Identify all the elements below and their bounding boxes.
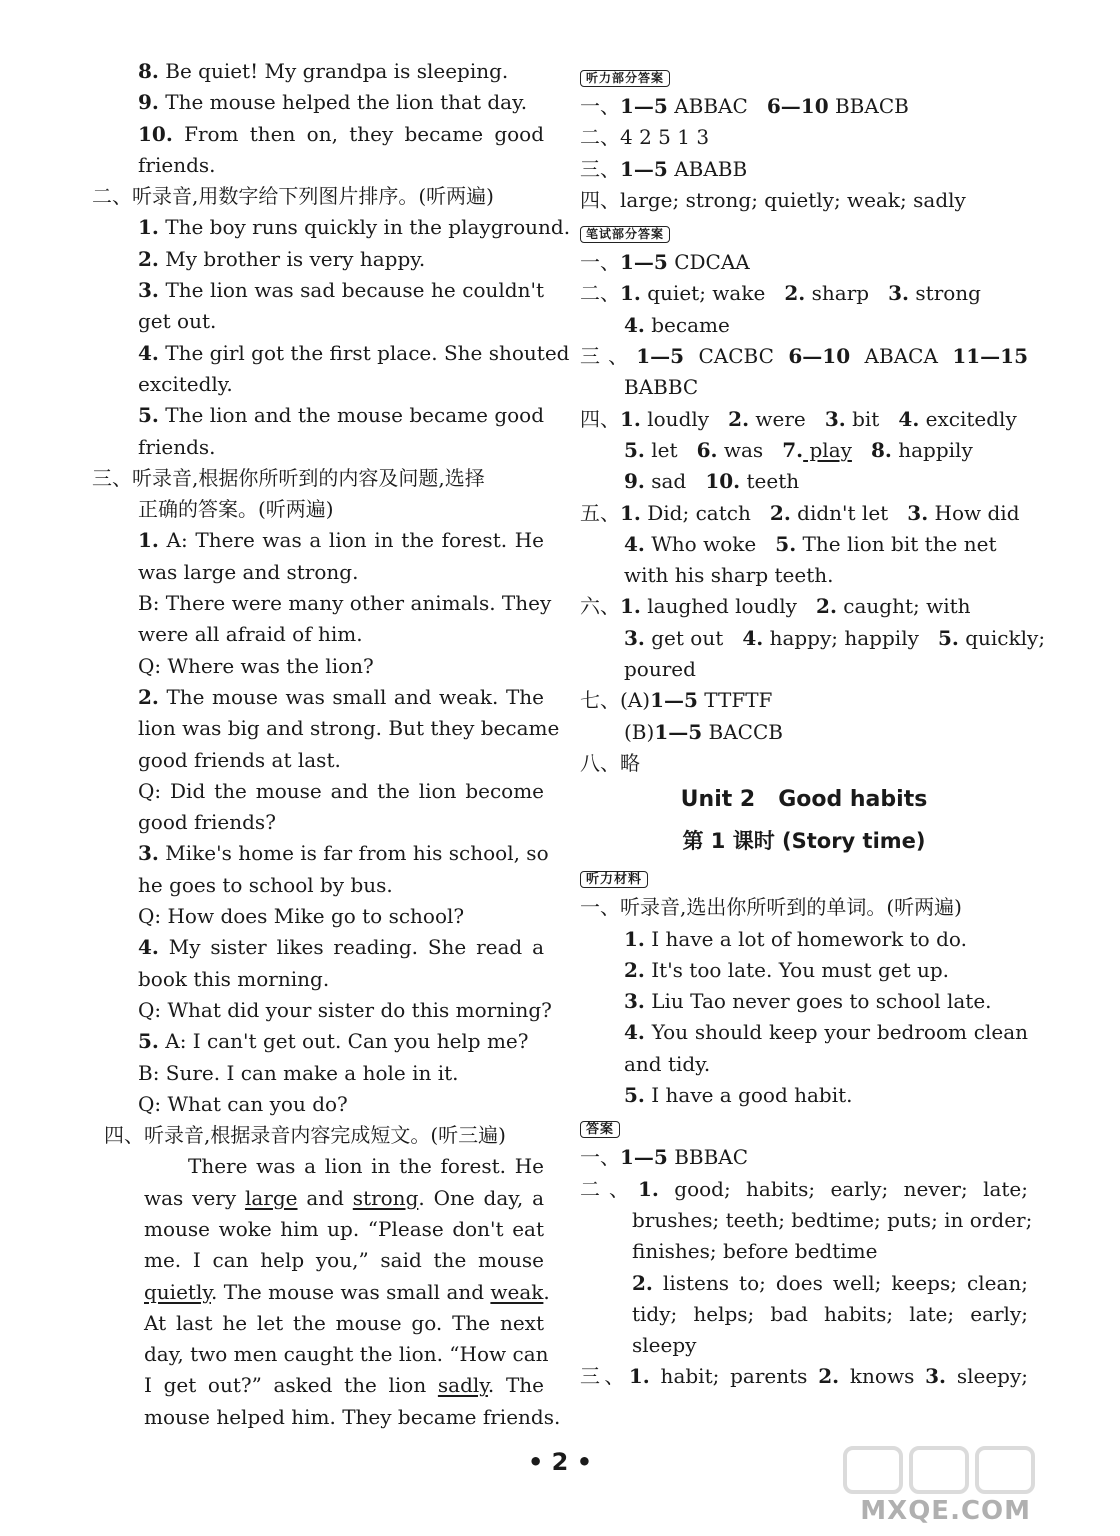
answer-line: BABBC (624, 375, 699, 400)
text-line: Q: Where was the lion? (138, 653, 374, 678)
passage-line: quietly. The mouse was small and weak. (144, 1279, 550, 1304)
passage-line: me. I can help you,” said the mouse (144, 1248, 544, 1273)
text-line: friends. (138, 434, 216, 459)
text-line: 1. I have a lot of homework to do. (624, 926, 967, 951)
text-line: lion was big and strong. But they became (138, 716, 560, 741)
text-line: B: There were many other animals. They (138, 591, 552, 616)
answer-blank: weak (490, 1279, 544, 1304)
text-line: 10. From then on, they became good (138, 121, 545, 146)
text-line: 3. Mike's home is far from his school, so (138, 841, 549, 866)
answer-line: 二、4 2 5 1 3 (580, 125, 710, 150)
answer-line: 5. let 6. was 7. play 8. happily (624, 437, 973, 462)
text-line: 5. I have a good habit. (624, 1083, 853, 1108)
answer-line: 七、(A)1—5 TTFTF (580, 688, 773, 713)
text-line: 8. Be quiet! My grandpa is sleeping. (138, 59, 509, 83)
text-line: 4. You should keep your bedroom clean (624, 1020, 1029, 1045)
text-line: Q: How does Mike go to school? (138, 904, 465, 929)
answer-line: sleepy (632, 1333, 697, 1358)
text-line: were all afraid of him. (138, 622, 363, 647)
answer-line: 三、1. habit; parents 2. knows 3. sleepy; (580, 1364, 1028, 1389)
answer-line: 四、1. loudly 2. were 3. bit 4. excitedly (580, 406, 1017, 431)
answer-line: 三、1—5 CACBC 6—10 ABACA 11—15 (580, 344, 1029, 369)
answer-line: 四、large; strong; quietly; weak; sadly (580, 187, 966, 212)
section-heading: 一、听录音,选出你所听到的单词。(听两遍) (580, 895, 962, 920)
right-column (580, 60, 1046, 1393)
answer-line: poured (624, 657, 696, 682)
answer-line: 三、1—5 ABABB (580, 156, 748, 181)
left-column (92, 56, 571, 1433)
text-line: good friends at last. (138, 747, 341, 772)
text-line: 5. The lion and the mouse became good (138, 403, 545, 428)
text-line: get out. (138, 309, 217, 334)
lesson-title: 第 1 课时 (Story time) (682, 829, 926, 854)
answer-line: finishes; before bedtime (632, 1239, 878, 1264)
text-line: 2. The mouse was small and weak. The (138, 684, 544, 709)
answer-blank: quietly (144, 1279, 211, 1304)
listening-material-tag: 听力材料 (580, 871, 648, 888)
answer-line: 二、1. good; habits; early; never; late; (580, 1176, 1029, 1201)
answer-line: 五、1. Did; catch 2. didn't let 3. How did (580, 500, 1020, 525)
text-line: 3. The lion was sad because he couldn't (138, 278, 545, 303)
text-line: 3. Liu Tao never goes to school late. (624, 989, 992, 1014)
watermark-text: MXQE.COM (860, 1496, 1031, 1526)
passage-line: I get out?” asked the lion sadly. The (144, 1373, 544, 1398)
answer-line: tidy; helps; bad habits; late; early; (632, 1301, 1028, 1326)
answers-tag: 答案 (580, 1121, 620, 1138)
text-line: friends. (138, 152, 216, 177)
text-line: good friends? (138, 810, 276, 835)
text-line: Q: What did your sister do this morning? (138, 997, 552, 1022)
text-line: 2. My brother is very happy. (138, 246, 426, 271)
text-line: Q: What can you do? (138, 1091, 348, 1116)
text-line: B: Sure. I can make a hole in it. (138, 1060, 459, 1085)
answer-line: 3. get out 4. happy; happily 5. quickly; (624, 625, 1046, 650)
answer-line: with his sharp teeth. (624, 563, 834, 588)
section-heading: 正确的答案。(听两遍) (138, 497, 334, 522)
text-line: 5. A: I can't get out. Can you help me? (138, 1029, 529, 1054)
answer-line: 2. listens to; does well; keeps; clean; (632, 1270, 1028, 1295)
passage-line: mouse woke him up. “Please don't eat (144, 1216, 544, 1241)
passage-line: mouse helped him. They became friends. (144, 1404, 561, 1429)
answer-line: 一、1—5 BBBAC (580, 1145, 749, 1170)
text-line: 4. My sister likes reading. She read a (138, 935, 544, 960)
answer-line: 一、1—5 CDCAA (580, 250, 750, 275)
text-line: 4. The girl got the first place. She shouted (138, 340, 570, 365)
written-answers-tag: 笔试部分答案 (580, 226, 670, 243)
section-heading: 三、听录音,根据你所听到的内容及问题,选择 (92, 465, 485, 490)
text-line: was large and strong. (138, 559, 359, 584)
answer-line: 9. sad 10. teeth (624, 469, 800, 494)
answer-line: 八、略 (580, 750, 640, 775)
answer-line: 二、1. quiet; wake 2. sharp 3. strong (580, 281, 981, 306)
page-number: • 2 • (527, 1448, 593, 1476)
answer-line: 4. became (624, 312, 730, 337)
answer-line: 一、1—5 ABBAC 6—10 BBACB (580, 94, 909, 118)
text-line: he goes to school by bus. (138, 872, 393, 897)
unit-title: Unit 2 Good habits (680, 787, 928, 813)
answer-line: 4. Who woke 5. The lion bit the net (624, 531, 997, 556)
answer-blank: sadly (437, 1373, 488, 1398)
text-line: and tidy. (624, 1051, 711, 1076)
answer-blank: strong (352, 1185, 419, 1210)
text-line: 1. The boy runs quickly in the playground. (138, 215, 571, 240)
answer-line: 六、1. laughed loudly 2. caught; with (580, 594, 971, 619)
text-line: 1. A: There was a lion in the forest. He (138, 528, 544, 553)
section-heading: 四、听录音,根据录音内容完成短文。(听三遍) (104, 1123, 506, 1148)
answer-line: (B)1—5 BACCB (624, 719, 783, 744)
passage-line: was very large and strong. One day, a (144, 1185, 544, 1210)
text-line: 9. The mouse helped the lion that day. (138, 90, 528, 115)
text-line: 2. It's too late. You must get up. (624, 957, 950, 982)
text-line: excitedly. (138, 371, 233, 396)
listening-answers-tag: 听力部分答案 (580, 70, 670, 87)
text-line: book this morning. (138, 966, 330, 991)
answer-line: brushes; teeth; bedtime; puts; in order; (632, 1207, 1033, 1232)
section-heading: 二、听录音,用数字给下列图片排序。(听两遍) (92, 184, 494, 209)
passage-line: day, two men caught the lion. “How can (144, 1342, 549, 1367)
text-line: Q: Did the mouse and the lion become (138, 778, 544, 803)
passage-line: At last he let the mouse go. The next (144, 1310, 544, 1335)
answer-blank: large (244, 1185, 298, 1210)
passage-line: There was a lion in the forest. He (188, 1154, 544, 1179)
